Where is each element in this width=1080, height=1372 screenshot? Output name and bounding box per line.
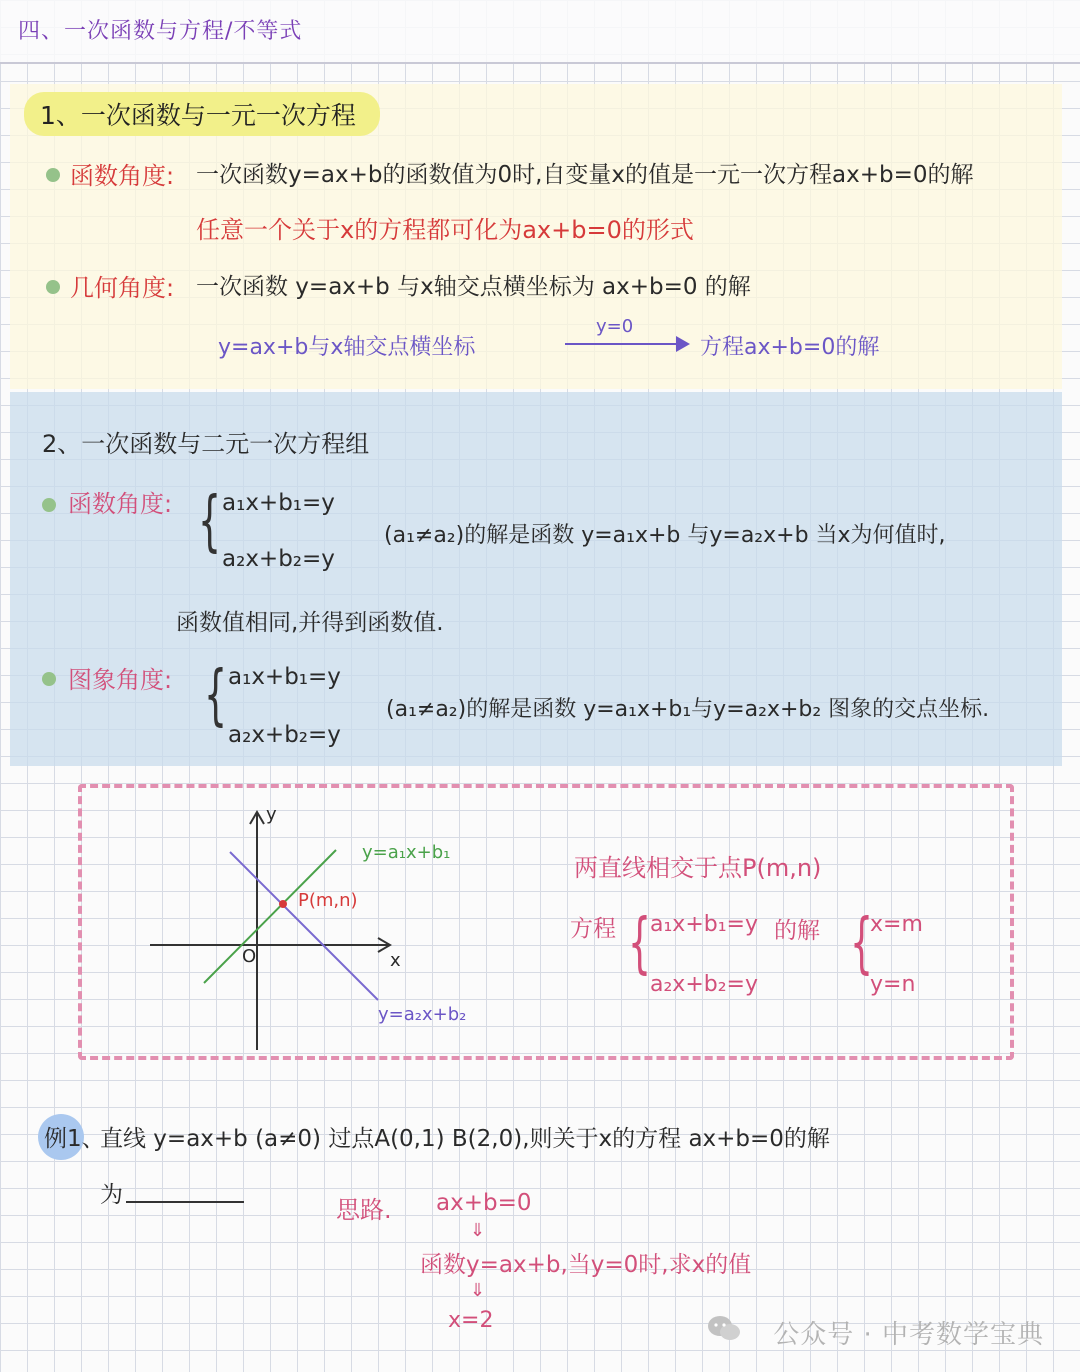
function-view-note: 任意一个关于x的方程都可化为ax+b=0的形式 <box>196 216 694 244</box>
sys-eq1: a₁x+b₁=y <box>650 912 758 937</box>
example-badge: 例1、 <box>44 1126 105 1152</box>
graph-eq1: a₁x+b₁=y <box>228 664 341 690</box>
flow-right-text: 方程ax+b=0的解 <box>700 335 880 360</box>
watermark-text: 公众号 · 中考数学宝典 <box>773 1320 1044 1350</box>
left-brace-icon: { <box>850 904 874 981</box>
left-brace-icon: { <box>198 482 222 559</box>
line1-label: y=a₁x+b₁ <box>362 842 451 863</box>
geometry-view-label: 几何角度: <box>70 274 175 302</box>
answer-blank <box>126 1201 244 1203</box>
arrow-right-icon <box>676 336 690 352</box>
down-arrow-icon: ⇓ <box>470 1280 486 1301</box>
s2-function-text2: 函数值相同,并得到函数值. <box>176 610 444 636</box>
wechat-icon <box>706 1314 742 1344</box>
hint-step3: x=2 <box>448 1308 494 1333</box>
point-label: P(m,n) <box>298 890 358 911</box>
flow-arrow-label: y=0 <box>596 316 634 337</box>
solution-word: 的解 <box>774 918 820 944</box>
system-word: 方程 <box>570 916 616 942</box>
intersect-text: 两直线相交于点P(m,n) <box>574 854 822 882</box>
bullet-icon <box>46 168 60 182</box>
s2-function-text: (a₁≠a₂)的解是函数 y=a₁x+b 与y=a₂x+b 当x为何值时, <box>384 523 946 548</box>
bullet-icon <box>42 672 56 686</box>
line2 <box>230 852 378 1000</box>
down-arrow-icon: ⇓ <box>470 1220 486 1241</box>
sys-eq2: a₂x+b₂=y <box>650 972 758 997</box>
example-text: 直线 y=ax+b (a≠0) 过点A(0,1) B(2,0),则关于x的方程 ax+b=0的解 <box>100 1126 830 1152</box>
left-brace-icon: { <box>628 904 652 981</box>
graph-view-text: (a₁≠a₂)的解是函数 y=a₁x+b₁与y=a₂x+b₂ 图象的交点坐标. <box>386 697 990 722</box>
bullet-icon <box>46 280 60 294</box>
page-title: 四、一次函数与方程/不等式 <box>18 19 303 44</box>
flow-left-text: y=ax+b与x轴交点横坐标 <box>218 335 476 360</box>
hint-label: 思路. <box>336 1196 392 1224</box>
example-text2: 为 <box>100 1182 123 1208</box>
s2-eq1: a₁x+b₁=y <box>222 490 335 516</box>
hint-step2: 函数y=ax+b,当y=0时,求x的值 <box>420 1252 752 1278</box>
left-brace-icon: { <box>204 656 228 733</box>
section2-heading: 2、一次函数与二元一次方程组 <box>42 430 370 458</box>
sol-x: x=m <box>870 912 923 937</box>
sol-y: y=n <box>870 972 916 997</box>
section1-heading: 1、一次函数与一元一次方程 <box>24 92 380 136</box>
function-view-label: 函数角度: <box>70 162 175 190</box>
axis-y-label: y <box>266 804 277 825</box>
axis-x-label: x <box>390 950 401 971</box>
line1 <box>204 850 336 983</box>
origin-label: O <box>242 946 257 967</box>
bullet-icon <box>42 498 56 512</box>
s2-eq2: a₂x+b₂=y <box>222 546 335 572</box>
graph-view-label: 图象角度: <box>68 666 173 694</box>
s2-function-view-label: 函数角度: <box>68 490 173 518</box>
geometry-view-text: 一次函数 y=ax+b 与x轴交点横坐标为 ax+b=0 的解 <box>196 274 751 300</box>
graph-eq2: a₂x+b₂=y <box>228 722 341 748</box>
flow-arrow-line <box>565 343 685 345</box>
line2-label: y=a₂x+b₂ <box>378 1004 467 1025</box>
intersection-point <box>279 900 287 908</box>
hint-step1: ax+b=0 <box>436 1190 532 1216</box>
function-view-text: 一次函数y=ax+b的函数值为0时,自变量x的值是一元一次方程ax+b=0的解 <box>196 162 974 188</box>
